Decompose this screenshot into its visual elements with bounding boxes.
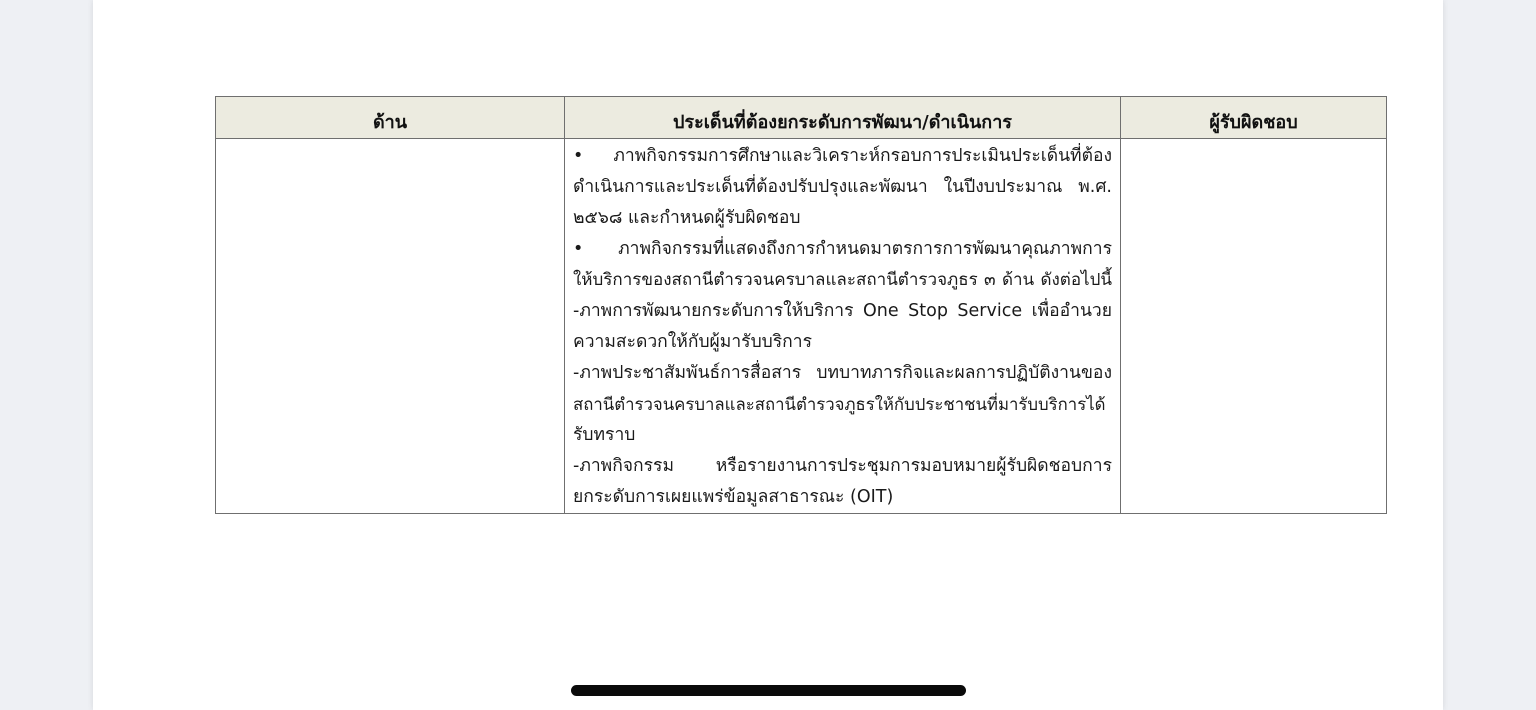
document-page <box>93 0 1443 710</box>
header-issues: ประเด็นที่ต้องยกระดับการพัฒนา/ดำเนินการ <box>565 97 1121 139</box>
table-row <box>216 139 1387 514</box>
issue-line: • ภาพกิจกรรมที่แสดงถึงการกำหนดมาตรการการพัฒนาคุณภาพการ <box>573 239 1112 259</box>
issue-line: ให้บริการของสถานีตำรวจนครบาลและสถานีตำรวจภูธร ๓ ด้าน ดังต่อไปนี้ <box>573 270 1112 290</box>
header-aspect: ด้าน <box>216 97 565 139</box>
issue-line: รับทราบ <box>573 425 636 445</box>
issue-line: ดำเนินการและประเด็นที่ต้องปรับปรุงและพัฒนา ในปีงบประมาณ พ.ศ. <box>573 177 1112 197</box>
responsibility-table <box>215 96 1387 514</box>
cell-responsible <box>1121 139 1387 514</box>
issue-line: -ภาพการพัฒนายกระดับการให้บริการ One Stop Service เพื่ออำนวย <box>573 301 1112 321</box>
issue-line: -ภาพประชาสัมพันธ์การสื่อสาร บทบาทภารกิจและผลการปฏิบัติงานของ <box>573 363 1112 383</box>
home-indicator-bar[interactable] <box>571 685 966 696</box>
cell-aspect <box>216 139 565 514</box>
issue-line: ยกระดับการเผยแพร่ข้อมูลสาธารณะ (OIT) <box>573 487 894 507</box>
issue-line: สถานีตำรวจนครบาลและสถานีตำรวจภูธรให้กับประชาชนที่มารับบริการได้ <box>573 394 1106 414</box>
issue-line: -ภาพกิจกรรม หรือรายงานการประชุมการมอบหมายผู้รับผิดชอบการ <box>573 456 1112 476</box>
issue-line: ๒๕๖๘ และกำหนดผู้รับผิดชอบ <box>573 208 801 228</box>
issue-line: ความสะดวกให้กับผู้มารับบริการ <box>573 332 813 352</box>
issue-line: • ภาพกิจกรรมการศึกษาและวิเคราะห์กรอบการประเมินประเด็นที่ต้อง <box>573 146 1112 166</box>
header-responsible: ผู้รับผิดชอบ <box>1121 97 1387 139</box>
table-header-row <box>216 97 1387 139</box>
cell-issues <box>565 139 1121 514</box>
